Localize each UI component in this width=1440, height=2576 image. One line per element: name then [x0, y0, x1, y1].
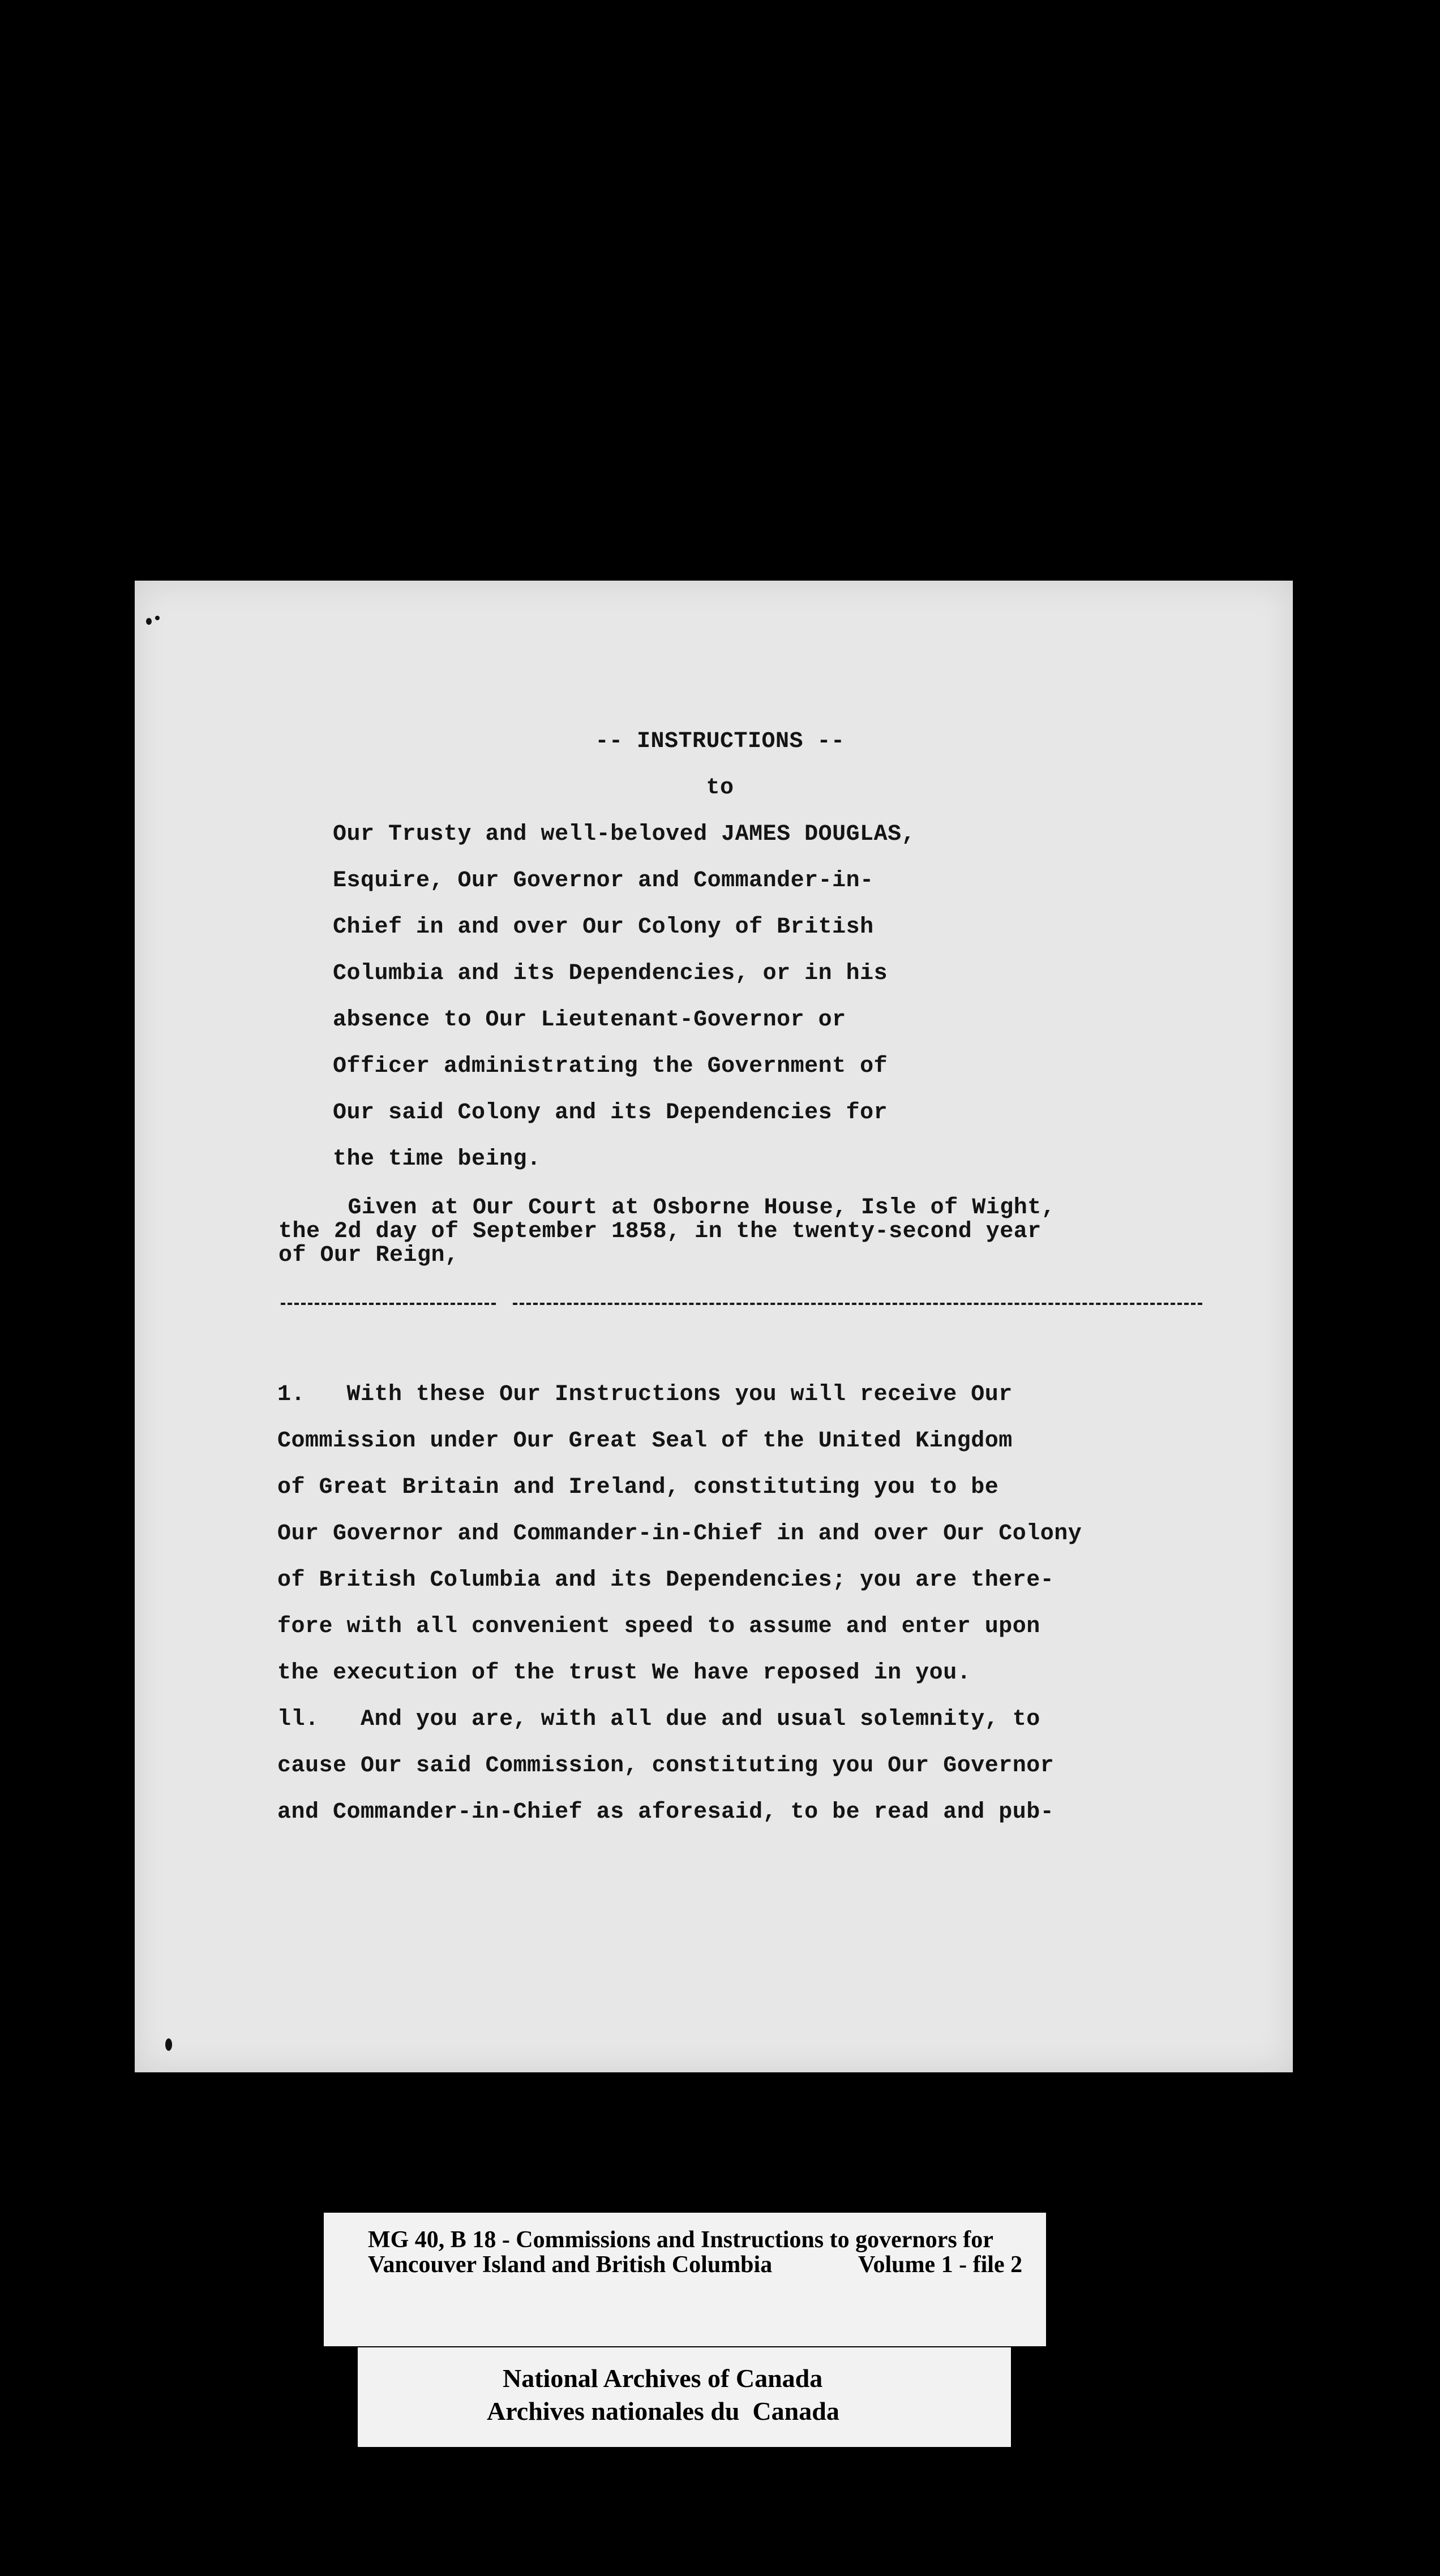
body-line: ll. And you are, with all due and usual solemnity, to [277, 1707, 1040, 1732]
address-line: Our said Colony and its Dependencies for [333, 1100, 888, 1126]
given-line: Given at Our Court at Osborne House, Isle of Wight, [278, 1195, 1056, 1221]
paper-speck [165, 2038, 172, 2051]
archive-reference-label [324, 2213, 1046, 2346]
address-line: absence to Our Lieutenant-Governor or [333, 1007, 846, 1033]
body-line: and Commander-in-Chief as aforesaid, to be read and pub- [277, 1800, 1055, 1825]
body-line: cause Our said Commission, constituting you Our Governor [277, 1753, 1055, 1779]
address-line: Our Trusty and well-beloved JAMES DOUGLAS, [333, 822, 916, 847]
dashed-rule [513, 1303, 1202, 1307]
document-page [135, 581, 1293, 2072]
body-line: the execution of the trust We have reposed in you. [277, 1660, 971, 1686]
paper-speck [155, 616, 160, 620]
document-heading: -- INSTRUCTIONS -- [595, 729, 845, 754]
institution-label [358, 2347, 1011, 2447]
given-line: the 2d day of September 1858, in the twenty-second year [278, 1219, 1042, 1244]
address-line: Columbia and its Dependencies, or in his [333, 961, 888, 986]
archive-volume: Volume 1 - file 2 [858, 2252, 1023, 2278]
body-line: fore with all convenient speed to assume and enter upon [277, 1614, 1040, 1639]
body-line: of British Columbia and its Dependencies; you are there- [277, 1568, 1055, 1593]
institution-french: Archives nationales du Canada [487, 2397, 839, 2425]
address-line: Officer administrating the Government of [333, 1054, 888, 1079]
document-to: to [706, 775, 734, 801]
address-line: Chief in and over Our Colony of British [333, 915, 874, 940]
body-line: 1. With these Our Instructions you will receive Our [277, 1382, 1013, 1407]
body-line: of Great Britain and Ireland, constituting you to be [277, 1475, 999, 1500]
archive-collection: Vancouver Island and British Columbia [368, 2252, 773, 2278]
archive-reference: MG 40, B 18 - Commissions and Instructions to governors for [368, 2227, 993, 2253]
body-line: Commission under Our Great Seal of the United Kingdom [277, 1428, 1013, 1454]
dashed-rule [281, 1303, 496, 1307]
address-line: the time being. [333, 1147, 541, 1172]
address-line: Esquire, Our Governor and Commander-in- [333, 868, 874, 894]
paper-speck [146, 618, 152, 625]
body-line: Our Governor and Commander-in-Chief in and over Our Colony [277, 1521, 1082, 1547]
given-line: of Our Reign, [278, 1243, 459, 1268]
institution-english: National Archives of Canada [503, 2364, 823, 2393]
